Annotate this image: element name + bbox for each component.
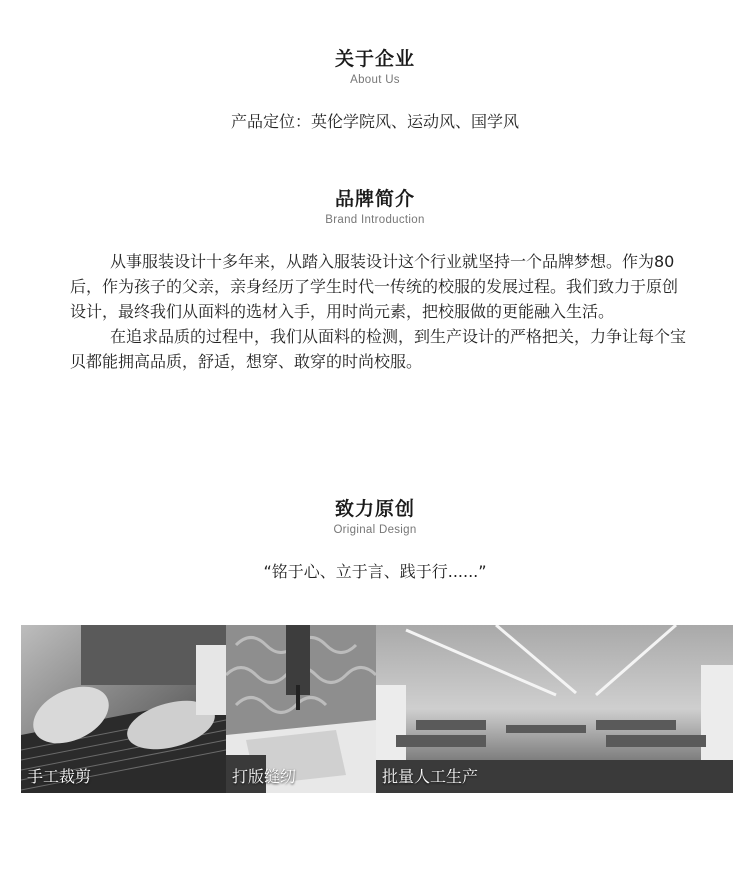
factory-floor-photo <box>376 625 733 793</box>
product-positioning: 产品定位：英伦学院风、运动风、国学风 <box>230 112 519 131</box>
photo-strip <box>21 625 733 793</box>
brand-title: 品牌简介 <box>334 188 415 210</box>
brand-paragraph-2: 在追求品质的过程中，我们从面料的检测，到生产设计的严格把关，力争让每个宝贝都能拥高品质，舒适，想穿、敢穿的时尚校服。 <box>70 327 687 371</box>
about-title: 关于企业 <box>334 48 415 70</box>
photo-caption: 手工裁剪 <box>27 767 92 786</box>
photo-caption: 打版缝纫 <box>232 767 297 786</box>
photo-caption: 批量人工生产 <box>382 767 479 786</box>
brand-paragraph-1: 从事服装设计十多年来，从踏入服装设计这个行业就坚持一个品牌梦想。作为80后，作为孩子的父亲，亲身经历了学生时代一传统的校服的发展过程。我们致力于原创设计，最终我们从面料的选材入手，用时尚元素，把校服做的更能融入生活。 <box>70 252 679 321</box>
hand-cutting-photo <box>21 625 226 793</box>
sewing-machine-photo <box>226 625 376 793</box>
brand-introduction <box>70 249 690 374</box>
original-quote: “铭于心、立于言、践于行......” <box>263 562 487 581</box>
about-subtitle: About Us <box>350 74 400 86</box>
original-title: 致力原创 <box>334 498 415 520</box>
original-subtitle: Original Design <box>333 524 417 536</box>
brand-subtitle: Brand Introduction <box>325 214 425 226</box>
